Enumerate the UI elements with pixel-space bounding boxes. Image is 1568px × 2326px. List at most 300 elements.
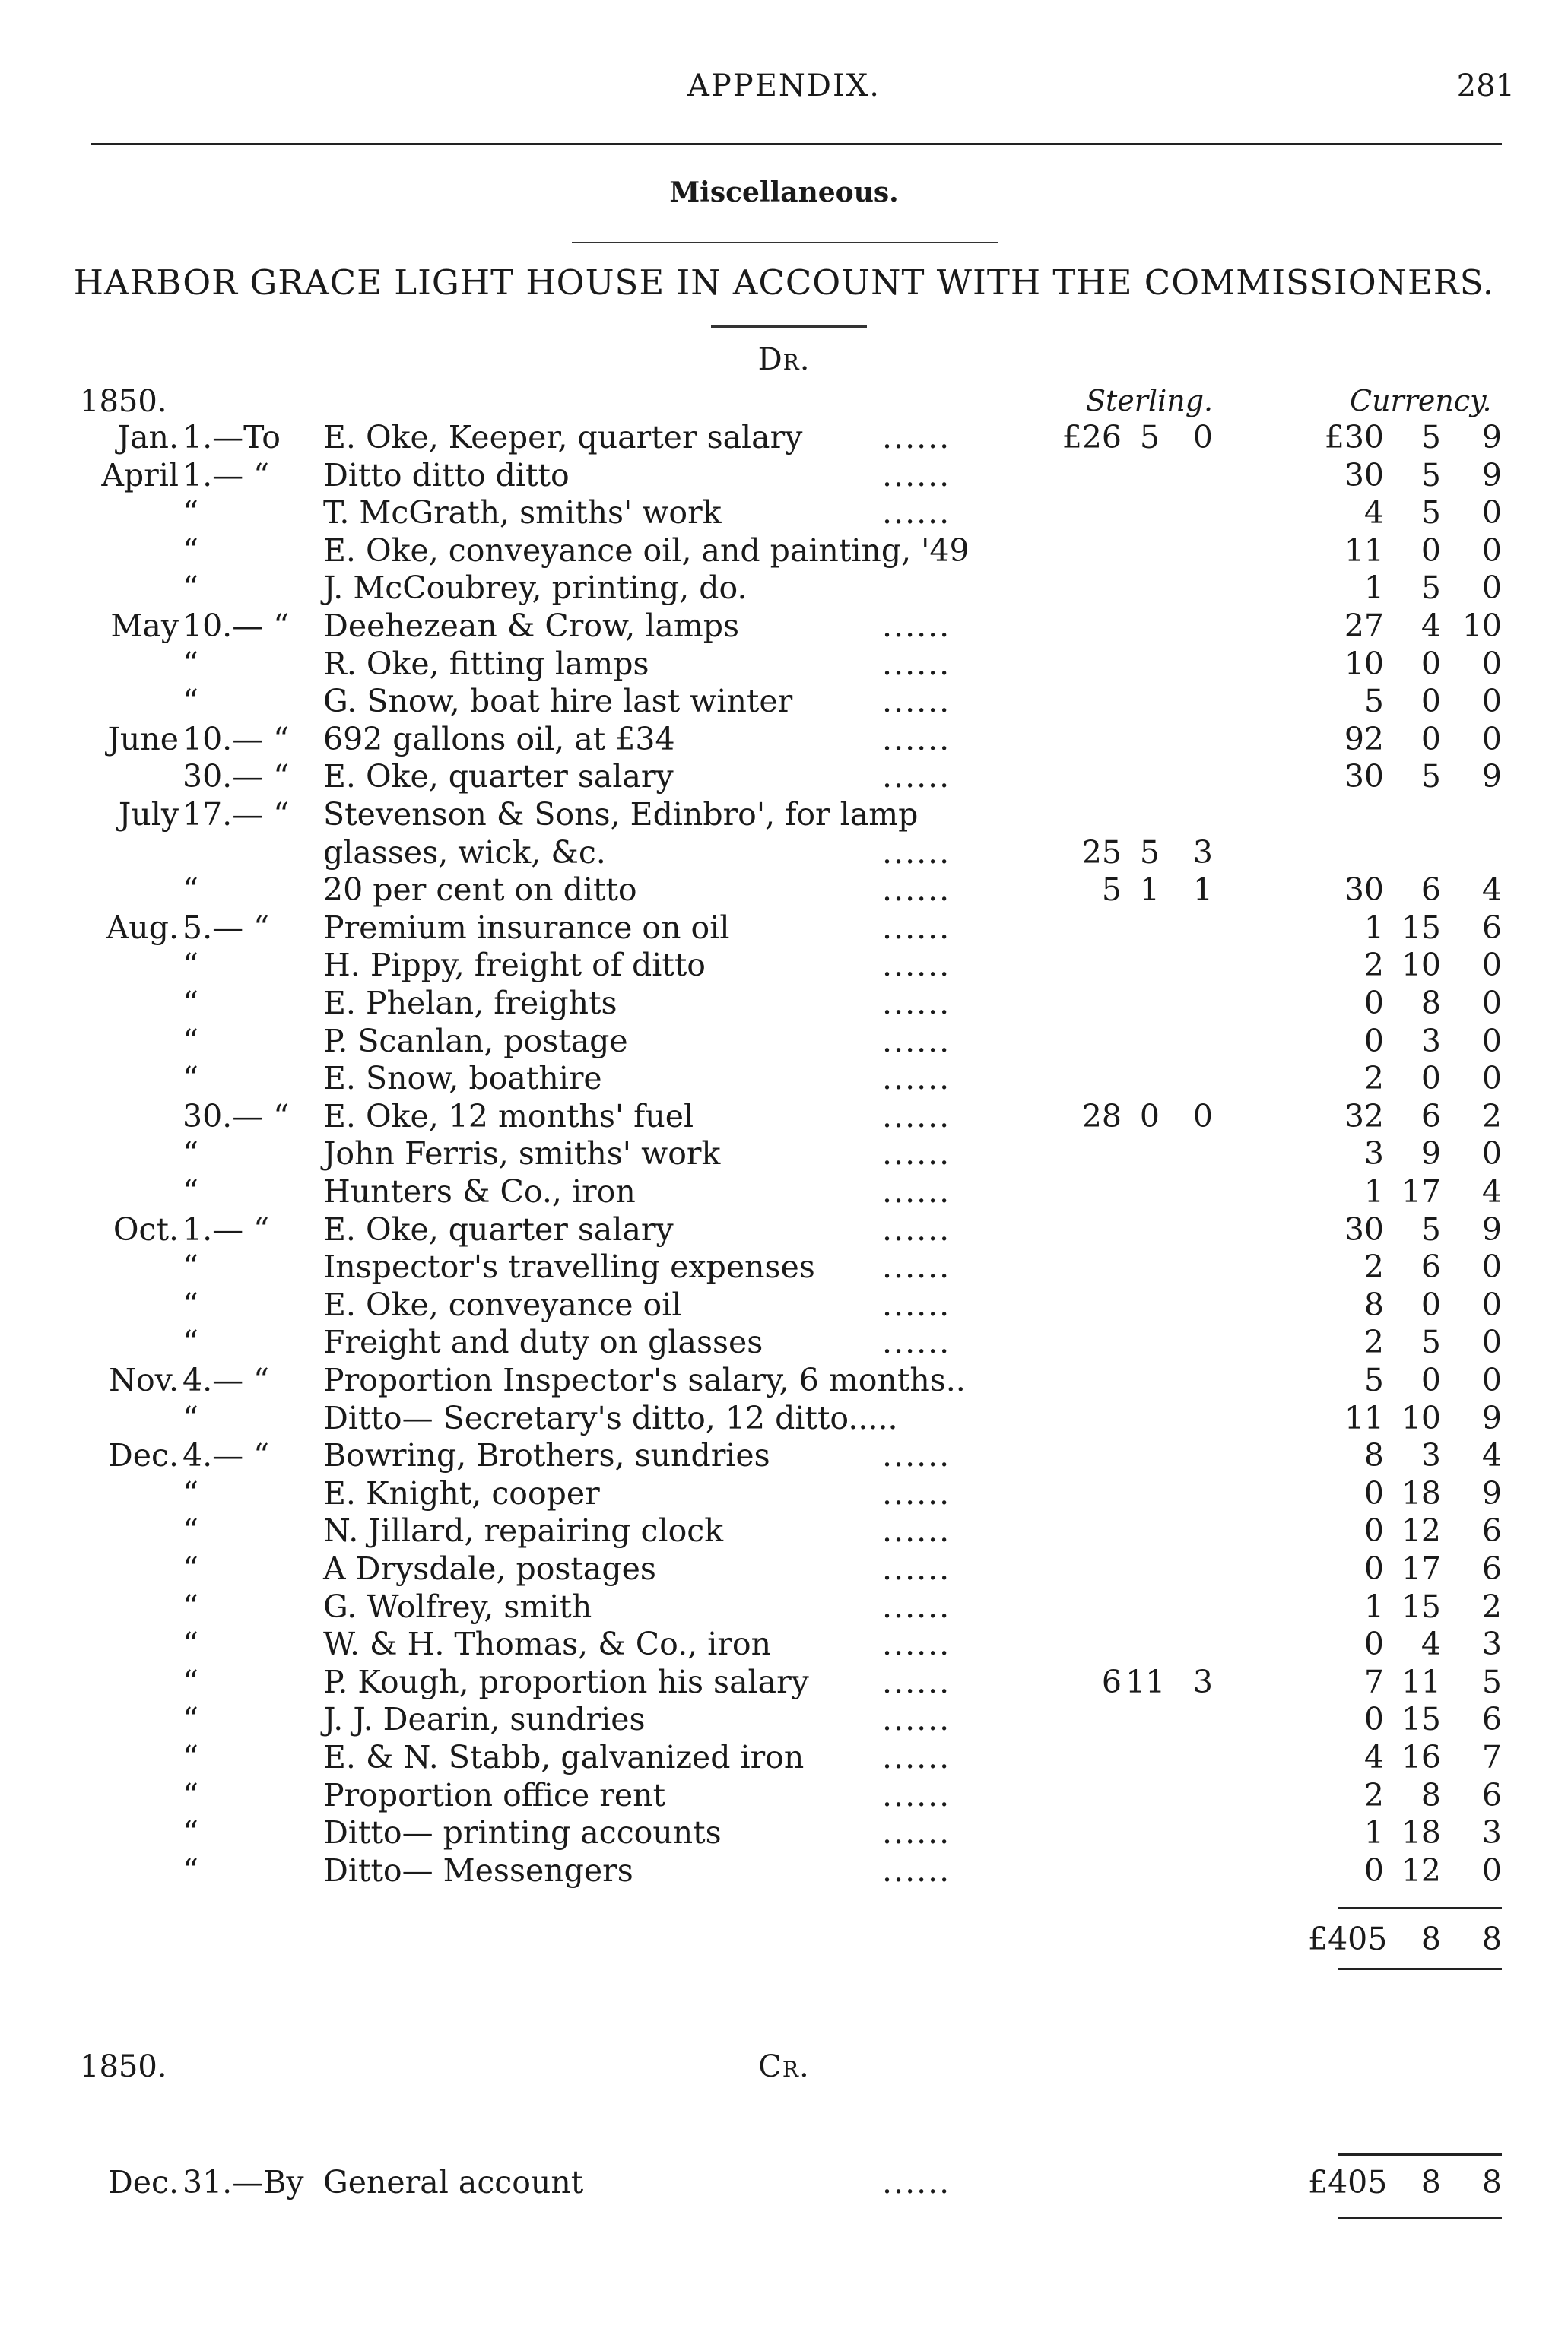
currency-pence: 6 (1481, 1776, 1502, 1814)
currency-shillings: 15 (1401, 1588, 1441, 1625)
entry-month: Dec. (107, 1437, 179, 1474)
currency-shillings: 17 (1401, 1173, 1441, 1210)
sterling-shillings: 5 (1139, 419, 1160, 455)
credit-currency-shillings: 8 (1420, 2164, 1441, 2201)
currency-shillings: 12 (1401, 1512, 1441, 1550)
entry-leader-dots: ...... (882, 947, 951, 984)
entry-day: “ (183, 1173, 198, 1210)
ledger-row (0, 682, 1568, 720)
sterling-column-head: Sterling. (1086, 384, 1214, 417)
currency-shillings: 18 (1401, 1474, 1441, 1512)
entry-description: 20 per cent on ditto (323, 871, 637, 909)
currency-pounds: 1 (1363, 1814, 1384, 1852)
credit-leader-dots: ...... (882, 2164, 951, 2201)
currency-shillings: 0 (1420, 720, 1441, 757)
entry-day: 10.— “ (183, 720, 290, 757)
currency-pence: 0 (1481, 570, 1502, 607)
entry-day: “ (183, 532, 198, 569)
currency-shillings: 5 (1420, 494, 1441, 532)
currency-shillings: 5 (1420, 1211, 1441, 1248)
currency-shillings: 4 (1420, 1626, 1441, 1663)
entry-leader-dots: ...... (882, 1512, 951, 1550)
entry-day: “ (183, 1474, 198, 1512)
ledger-row (0, 1700, 1568, 1738)
currency-pounds: 8 (1363, 1286, 1384, 1323)
title-rule (711, 325, 867, 328)
entry-day: “ (183, 1588, 198, 1625)
currency-shillings: 15 (1401, 909, 1441, 946)
ledger-row (0, 720, 1568, 758)
entry-month: May (110, 608, 179, 644)
currency-pounds: 30 (1344, 456, 1384, 493)
currency-pence: 0 (1481, 1022, 1502, 1059)
entry-description: Inspector's travelling expenses (323, 1249, 815, 1286)
entry-description: E. Oke, Keeper, quarter salary (323, 419, 803, 455)
entry-description: Stevenson & Sons, Edinbro', for lamp (323, 796, 919, 833)
ledger-row (0, 1211, 1568, 1249)
debit-total-row (0, 1920, 1568, 1958)
currency-shillings: 3 (1420, 1022, 1441, 1059)
entry-description: glasses, wick, &c. (323, 833, 606, 871)
ledger-row (0, 1361, 1568, 1399)
entry-description: H. Pippy, freight of ditto (323, 947, 706, 984)
currency-pence: 5 (1481, 1663, 1502, 1700)
currency-pence: 0 (1481, 720, 1502, 757)
currency-pounds: 0 (1363, 1022, 1384, 1059)
entry-description: W. & H. Thomas, & Co., iron (323, 1626, 772, 1663)
debit-label: Dr. (757, 342, 811, 377)
entry-description: J. McCoubrey, printing, do. (323, 570, 747, 607)
credit-rule-bottom (1338, 2217, 1502, 2219)
currency-pounds: £30 (1324, 419, 1384, 455)
entry-day: 1.— “ (183, 1211, 270, 1248)
currency-pounds: 92 (1344, 720, 1384, 757)
entry-description: Proportion Inspector's salary, 6 months.. (323, 1362, 966, 1398)
entry-day: “ (183, 1135, 198, 1173)
currency-shillings: 17 (1401, 1550, 1441, 1587)
currency-shillings: 5 (1420, 758, 1441, 795)
currency-pence: 4 (1481, 1437, 1502, 1474)
entry-day: “ (183, 985, 198, 1021)
currency-shillings: 0 (1420, 532, 1441, 569)
entry-month: June (107, 720, 179, 757)
currency-pounds: 30 (1344, 1211, 1384, 1248)
entry-description: E. Oke, conveyance oil, and painting, '49 (323, 532, 970, 569)
currency-pence: 0 (1481, 1060, 1502, 1097)
ledger-row (0, 532, 1568, 570)
currency-shillings: 6 (1420, 1249, 1441, 1286)
entry-day: “ (183, 494, 198, 532)
ledger-row (0, 1248, 1568, 1286)
ledger-row (0, 871, 1568, 909)
currency-pounds: 11 (1344, 532, 1384, 569)
credit-currency-pence: 8 (1481, 2164, 1502, 2201)
entry-day: “ (183, 1022, 198, 1059)
ledger-row (0, 1512, 1568, 1550)
currency-pounds: 3 (1363, 1135, 1384, 1173)
entry-description: P. Kough, proportion his salary (323, 1663, 809, 1700)
entry-month: Jan. (117, 419, 179, 455)
entry-leader-dots: ...... (882, 1701, 951, 1738)
currency-pence: 10 (1462, 608, 1502, 644)
entry-description: G. Wolfrey, smith (323, 1588, 592, 1625)
currency-pence: 9 (1481, 419, 1502, 455)
currency-pounds: 1 (1363, 570, 1384, 607)
currency-pence: 9 (1481, 456, 1502, 493)
entry-day: 5.— “ (183, 909, 270, 946)
entry-description: E. Oke, 12 months' fuel (323, 1097, 694, 1134)
entry-month: July (118, 796, 179, 833)
entry-day: “ (183, 683, 198, 720)
currency-pounds: 7 (1363, 1663, 1384, 1700)
sterling-pence: 1 (1192, 871, 1213, 909)
entry-day: “ (183, 1701, 198, 1738)
entry-description: A Drysdale, postages (323, 1550, 656, 1587)
entry-description: E. Snow, boathire (323, 1060, 602, 1097)
currency-pounds: 1 (1363, 909, 1384, 946)
sterling-shillings: 1 (1139, 871, 1160, 909)
currency-pounds: 4 (1363, 494, 1384, 532)
total-currency-shillings: 8 (1420, 1921, 1441, 1957)
entry-leader-dots: ...... (882, 720, 951, 757)
entry-day: 17.— “ (183, 796, 290, 833)
currency-pounds: 11 (1344, 1399, 1384, 1436)
currency-shillings: 5 (1420, 570, 1441, 607)
credit-label: Cr. (758, 2049, 810, 2084)
entry-day: “ (183, 1512, 198, 1550)
entry-description: Bowring, Brothers, sundries (323, 1437, 770, 1474)
entry-leader-dots: ...... (882, 1814, 951, 1852)
currency-shillings: 12 (1401, 1852, 1441, 1889)
currency-pounds: 0 (1363, 985, 1384, 1021)
entry-leader-dots: ...... (882, 1135, 951, 1173)
sterling-shillings: 0 (1139, 1097, 1160, 1134)
currency-pounds: 2 (1363, 1776, 1384, 1814)
currency-pence: 3 (1481, 1626, 1502, 1663)
currency-shillings: 9 (1420, 1135, 1441, 1173)
ledger-row (0, 795, 1568, 833)
entry-leader-dots: ...... (882, 1776, 951, 1814)
ledger-row (0, 456, 1568, 494)
ledger-row (0, 1776, 1568, 1814)
entry-leader-dots: ...... (882, 1324, 951, 1361)
ledger-row (0, 1022, 1568, 1060)
entry-day: “ (183, 570, 198, 607)
entry-day: 4.— “ (183, 1362, 270, 1398)
currency-pounds: 0 (1363, 1701, 1384, 1738)
currency-pence: 0 (1481, 1286, 1502, 1323)
currency-pounds: 2 (1363, 1249, 1384, 1286)
currency-shillings: 8 (1420, 1776, 1441, 1814)
currency-shillings: 8 (1420, 985, 1441, 1021)
entry-leader-dots: ...... (882, 833, 951, 871)
credit-row (0, 2163, 1568, 2201)
currency-shillings: 10 (1401, 1399, 1441, 1436)
total-currency-pounds: £405 (1308, 1921, 1388, 1957)
currency-pounds: 32 (1344, 1097, 1384, 1134)
ledger-row (0, 418, 1568, 456)
currency-pence: 0 (1481, 1324, 1502, 1361)
currency-shillings: 3 (1420, 1437, 1441, 1474)
currency-pence: 0 (1481, 1852, 1502, 1889)
entry-day: “ (183, 1060, 198, 1097)
currency-pence: 2 (1481, 1588, 1502, 1625)
entry-leader-dots: ...... (882, 1173, 951, 1210)
account-title: HARBOR GRACE LIGHT HOUSE IN ACCOUNT WITH THE COMMISSIONERS. (73, 262, 1495, 303)
entry-description: N. Jillard, repairing clock (323, 1512, 724, 1550)
ledger-row (0, 757, 1568, 795)
entry-leader-dots: ...... (882, 419, 951, 455)
currency-shillings: 5 (1420, 1324, 1441, 1361)
entry-leader-dots: ...... (882, 871, 951, 909)
entry-leader-dots: ...... (882, 456, 951, 493)
currency-pence: 9 (1481, 1399, 1502, 1436)
currency-pence: 0 (1481, 947, 1502, 984)
entry-description: E. Oke, quarter salary (323, 758, 674, 795)
entry-description: E. Oke, quarter salary (323, 1211, 674, 1248)
currency-pounds: 0 (1363, 1512, 1384, 1550)
ledger-row (0, 1814, 1568, 1852)
entry-description: Deehezean & Crow, lamps (323, 608, 740, 644)
currency-pounds: 8 (1363, 1437, 1384, 1474)
currency-pounds: 0 (1363, 1474, 1384, 1512)
currency-pence: 4 (1481, 871, 1502, 909)
entry-leader-dots: ...... (882, 608, 951, 644)
currency-pence: 9 (1481, 1211, 1502, 1248)
currency-pounds: 1 (1363, 1173, 1384, 1210)
running-head: APPENDIX. (687, 68, 881, 103)
currency-pounds: 5 (1363, 683, 1384, 720)
entry-day: “ (183, 1550, 198, 1587)
currency-pence: 0 (1481, 1249, 1502, 1286)
entry-day: 30.— “ (183, 758, 290, 795)
entry-description: E. Oke, conveyance oil (323, 1286, 682, 1323)
sterling-pence: 3 (1192, 833, 1213, 871)
currency-shillings: 0 (1420, 1362, 1441, 1398)
ledger-row (0, 1738, 1568, 1776)
currency-shillings: 11 (1401, 1663, 1441, 1700)
ledger-row (0, 569, 1568, 607)
currency-shillings: 0 (1420, 683, 1441, 720)
entry-day: 30.— “ (183, 1097, 290, 1134)
entry-month: Nov. (109, 1362, 179, 1398)
entry-day: “ (183, 1739, 198, 1775)
currency-pence: 7 (1481, 1739, 1502, 1775)
currency-pounds: 4 (1363, 1739, 1384, 1775)
currency-column-head: Currency. (1350, 384, 1492, 417)
entry-day: 10.— “ (183, 608, 290, 644)
entry-leader-dots: ...... (882, 1852, 951, 1889)
currency-shillings: 16 (1401, 1739, 1441, 1775)
entry-day: 1.—To (183, 419, 281, 455)
entry-leader-dots: ...... (882, 1474, 951, 1512)
ledger-row (0, 1852, 1568, 1890)
currency-pence: 4 (1481, 1173, 1502, 1210)
total-rule-bottom (1338, 1968, 1502, 1970)
entry-description: Ditto— printing accounts (323, 1814, 722, 1852)
currency-shillings: 0 (1420, 645, 1441, 682)
sterling-pence: 0 (1192, 419, 1213, 455)
currency-pounds: 2 (1363, 947, 1384, 984)
entry-leader-dots: ...... (882, 1550, 951, 1587)
currency-pounds: 30 (1344, 871, 1384, 909)
entry-description: R. Oke, fitting lamps (323, 645, 649, 682)
entry-day: “ (183, 1852, 198, 1889)
ledger-row (0, 1474, 1568, 1512)
currency-pounds: 0 (1363, 1550, 1384, 1587)
currency-shillings: 15 (1401, 1701, 1441, 1738)
currency-shillings: 6 (1420, 1097, 1441, 1134)
entry-description: J. J. Dearin, sundries (323, 1701, 646, 1738)
currency-pence: 9 (1481, 1474, 1502, 1512)
currency-pounds: 27 (1344, 608, 1384, 644)
entry-leader-dots: ...... (882, 1286, 951, 1323)
sterling-pounds: 28 (1081, 1097, 1122, 1134)
entry-description: T. McGrath, smiths' work (323, 494, 722, 532)
currency-pounds: 2 (1363, 1324, 1384, 1361)
entry-description: John Ferris, smiths' work (323, 1135, 721, 1173)
total-currency-pence: 8 (1481, 1921, 1502, 1957)
entry-month: Oct. (113, 1211, 179, 1248)
currency-pence: 6 (1481, 1512, 1502, 1550)
currency-pence: 6 (1481, 909, 1502, 946)
ledger-row (0, 645, 1568, 683)
entry-leader-dots: ...... (882, 1437, 951, 1474)
currency-pence: 0 (1481, 645, 1502, 682)
entry-description: 692 gallons oil, at £34 (323, 720, 675, 757)
entry-leader-dots: ...... (882, 1022, 951, 1059)
entry-leader-dots: ...... (882, 1249, 951, 1286)
ledger-row (0, 1097, 1568, 1135)
entry-day: “ (183, 1286, 198, 1323)
currency-pence: 6 (1481, 1550, 1502, 1587)
entry-day: “ (183, 1776, 198, 1814)
entry-description: Proportion office rent (323, 1776, 666, 1814)
currency-pence: 0 (1481, 683, 1502, 720)
entry-leader-dots: ...... (882, 1588, 951, 1625)
ledger-row (0, 1550, 1568, 1588)
credit-month: Dec. (107, 2164, 179, 2201)
sterling-pence: 0 (1192, 1097, 1213, 1134)
entry-day: 1.— “ (183, 456, 270, 493)
entry-day: “ (183, 645, 198, 682)
header-rule (91, 143, 1502, 145)
entry-description: E. Phelan, freights (323, 985, 617, 1021)
currency-shillings: 10 (1401, 947, 1441, 984)
ledger-row (0, 1286, 1568, 1324)
ledger-row (0, 1399, 1568, 1437)
currency-pounds: 0 (1363, 1852, 1384, 1889)
currency-pence: 0 (1481, 1135, 1502, 1173)
credit-day: 31.—By (183, 2164, 304, 2201)
sterling-pounds: 5 (1101, 871, 1122, 909)
entry-month: Aug. (106, 909, 179, 946)
entry-leader-dots: ...... (882, 1626, 951, 1663)
entry-leader-dots: ...... (882, 1097, 951, 1134)
entry-day: “ (183, 1626, 198, 1663)
ledger-row (0, 833, 1568, 871)
entry-day: “ (183, 871, 198, 909)
ledger-row (0, 493, 1568, 532)
ledger-row (0, 984, 1568, 1022)
currency-pence: 0 (1481, 494, 1502, 532)
ledger-row (0, 1059, 1568, 1097)
credit-currency-pounds: £405 (1308, 2164, 1388, 2201)
currency-pence: 9 (1481, 758, 1502, 795)
entry-day: 4.— “ (183, 1437, 270, 1474)
credit-description: General account (323, 2164, 584, 2201)
ledger-row (0, 1134, 1568, 1173)
entry-leader-dots: ...... (882, 1739, 951, 1775)
currency-pounds: 5 (1363, 1362, 1384, 1398)
entry-description: Freight and duty on glasses (323, 1324, 763, 1361)
currency-pence: 0 (1481, 985, 1502, 1021)
entry-description: E. & N. Stabb, galvanized iron (323, 1739, 805, 1775)
currency-shillings: 6 (1420, 871, 1441, 909)
entry-leader-dots: ...... (882, 683, 951, 720)
ledger-row (0, 1173, 1568, 1211)
currency-shillings: 18 (1401, 1814, 1441, 1852)
entry-leader-dots: ...... (882, 1663, 951, 1700)
entry-description: Hunters & Co., iron (323, 1173, 636, 1210)
entry-day: “ (183, 1814, 198, 1852)
debit-year: 1850. (80, 384, 167, 419)
sterling-pence: 3 (1192, 1663, 1213, 1700)
sterling-pounds: 25 (1081, 833, 1122, 871)
entry-leader-dots: ...... (882, 1211, 951, 1248)
entry-leader-dots: ...... (882, 1060, 951, 1097)
currency-shillings: 5 (1420, 456, 1441, 493)
currency-shillings: 5 (1420, 419, 1441, 455)
entry-day: “ (183, 947, 198, 984)
entry-day: “ (183, 1324, 198, 1361)
entry-description: G. Snow, boat hire last winter (323, 683, 793, 720)
currency-pence: 0 (1481, 1362, 1502, 1398)
section-rule (572, 242, 998, 243)
ledger-row (0, 1663, 1568, 1701)
entry-description: Premium insurance on oil (323, 909, 730, 946)
entry-day: “ (183, 1663, 198, 1700)
currency-pence: 3 (1481, 1814, 1502, 1852)
ledger-row (0, 909, 1568, 947)
entry-leader-dots: ...... (882, 758, 951, 795)
currency-pounds: 0 (1363, 1626, 1384, 1663)
sterling-shillings: 5 (1139, 833, 1160, 871)
sterling-pounds: £26 (1062, 419, 1122, 455)
currency-pounds: 2 (1363, 1060, 1384, 1097)
credit-year: 1850. (80, 2049, 167, 2084)
currency-pence: 6 (1481, 1701, 1502, 1738)
currency-pounds: 10 (1344, 645, 1384, 682)
sterling-pounds: 6 (1101, 1663, 1122, 1700)
ledger-row (0, 1323, 1568, 1361)
currency-shillings: 0 (1420, 1286, 1441, 1323)
ledger-row (0, 1625, 1568, 1663)
currency-pence: 2 (1481, 1097, 1502, 1134)
currency-pounds: 1 (1363, 1588, 1384, 1625)
entry-description: Ditto— Messengers (323, 1852, 633, 1889)
section-heading: Miscellaneous. (669, 176, 899, 208)
total-rule-top (1338, 1907, 1502, 1909)
entry-description: Ditto ditto ditto (323, 456, 570, 493)
currency-pounds: 30 (1344, 758, 1384, 795)
currency-pence: 0 (1481, 532, 1502, 569)
credit-rule-top (1338, 2153, 1502, 2156)
currency-shillings: 4 (1420, 608, 1441, 644)
ledger-row (0, 946, 1568, 984)
ledger-row (0, 607, 1568, 645)
ledger-row (0, 1436, 1568, 1474)
